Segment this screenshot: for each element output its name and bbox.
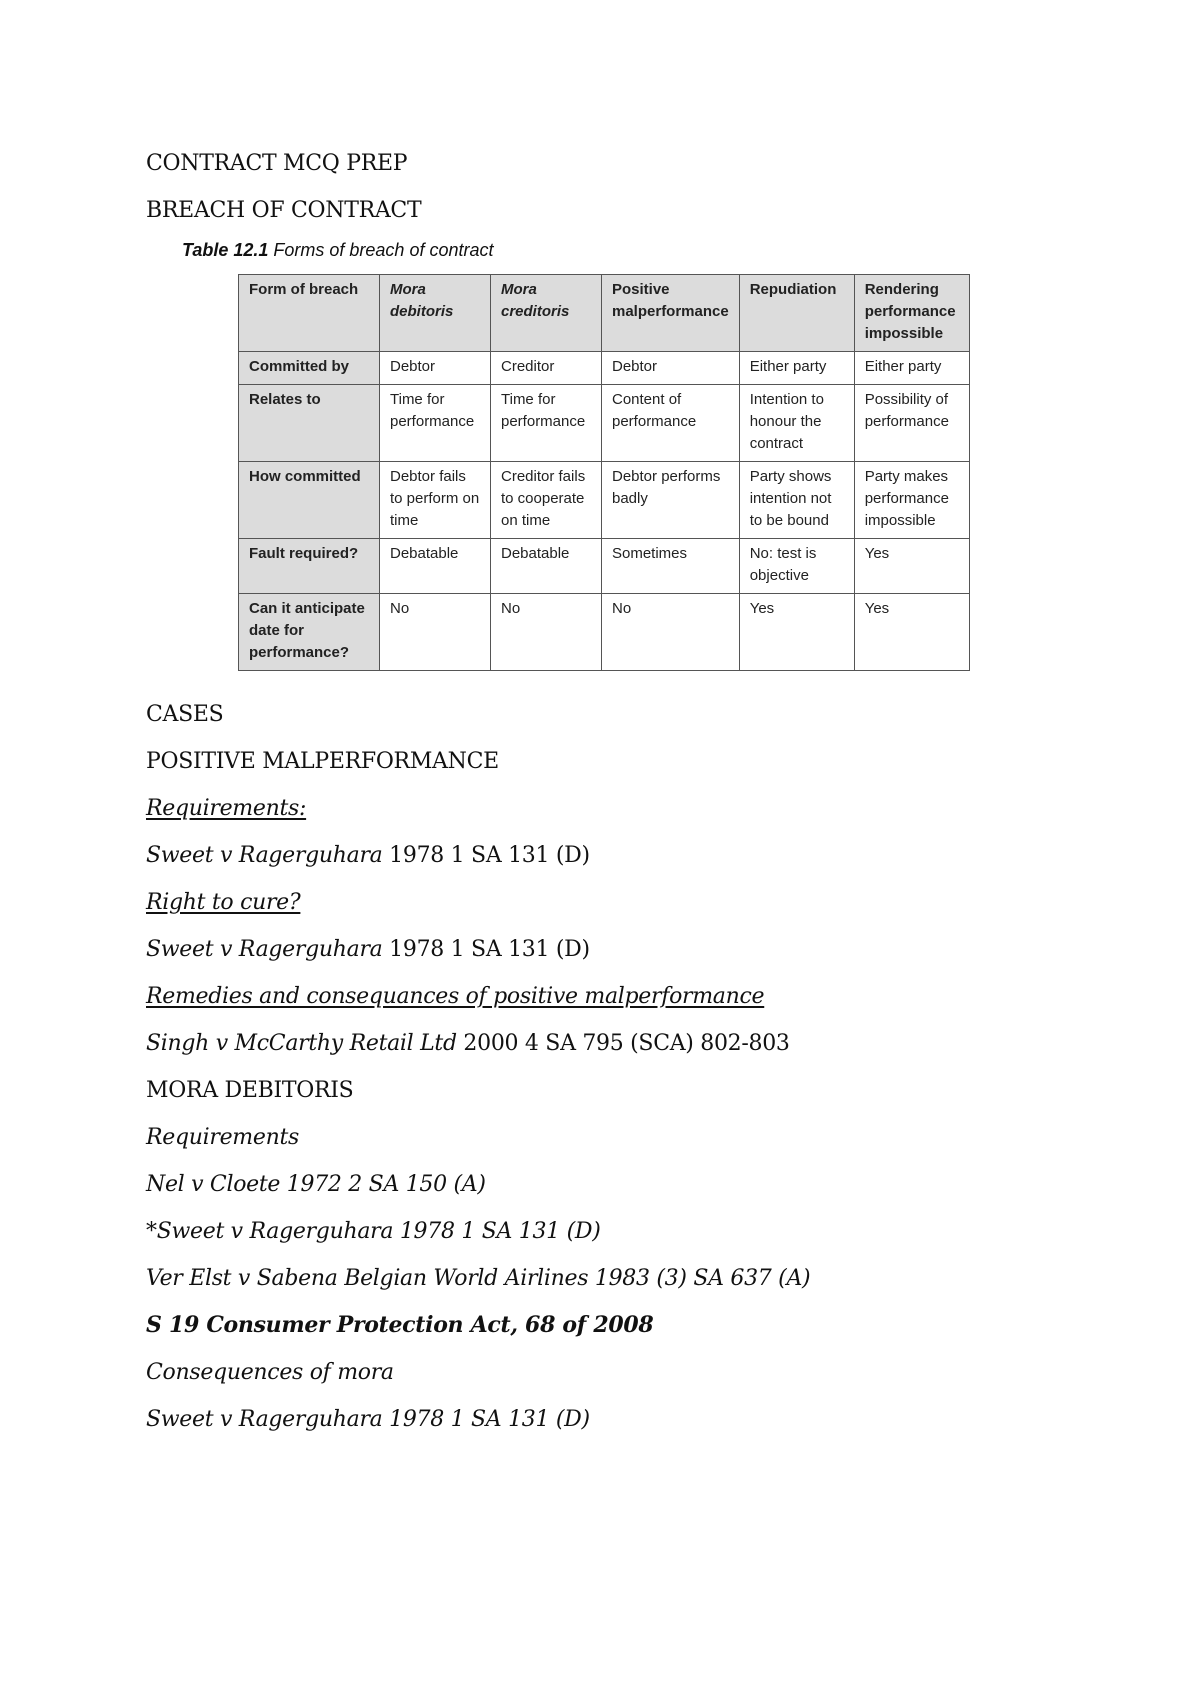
case-citation [146, 832, 1066, 879]
table-cell: Either party [854, 352, 969, 385]
case-name: Singh v McCarthy Retail Ltd [146, 1031, 457, 1056]
table-row [239, 462, 970, 539]
header-rendering-impossible: Rendering performance impossible [854, 275, 969, 352]
table-cell: Creditor [491, 352, 602, 385]
table-cell: No: test is objective [739, 539, 854, 594]
table-cell: Debatable [491, 539, 602, 594]
header-positive-malperformance: Positive malperformance [602, 275, 740, 352]
table-cell: Yes [854, 594, 969, 671]
case-citation: Ver Elst v Sabena Belgian World Airlines 1983 (3) SA 637 (A) [146, 1266, 811, 1291]
row-label: Committed by [239, 352, 380, 385]
table-row [239, 352, 970, 385]
remedies-label: Remedies and consequances of positive malperformance [146, 984, 765, 1009]
case-citation [146, 1020, 1066, 1067]
table-cell: Party makes performance impossible [854, 462, 969, 539]
case-reference: 2000 4 SA 795 (SCA) 802-803 [456, 1031, 790, 1056]
table-cell: Content of performance [602, 385, 740, 462]
row-label: Relates to [239, 385, 380, 462]
table-caption-text: Forms of breach of contract [268, 240, 494, 260]
case-reference: 1978 1 SA 131 (D) [382, 843, 590, 868]
cases-heading: CASES [146, 702, 224, 727]
header-repudiation: Repudiation [739, 275, 854, 352]
table-cell: Debtor [602, 352, 740, 385]
case-citation [146, 926, 1066, 973]
mora-debitoris-heading: MORA DEBITORIS [146, 1078, 354, 1103]
document-page [146, 140, 1066, 1443]
requirements-label: Requirements: [146, 796, 307, 821]
consequences-label: Consequences of mora [146, 1360, 394, 1385]
statute-reference: S 19 Consumer Protection Act, 68 of 2008 [146, 1312, 654, 1338]
table-cell: No [380, 594, 491, 671]
spacer [146, 671, 1066, 691]
case-citation: Nel v Cloete 1972 2 SA 150 (A) [146, 1172, 486, 1197]
case-reference: 1978 1 SA 131 (D) [382, 937, 590, 962]
table-caption [182, 236, 1066, 274]
table-cell: Creditor fails to cooperate on time [491, 462, 602, 539]
row-label: Can it anticipate date for performance? [239, 594, 380, 671]
row-label: Fault required? [239, 539, 380, 594]
table-cell: Either party [739, 352, 854, 385]
table-cell: Debtor performs badly [602, 462, 740, 539]
table-cell: Sometimes [602, 539, 740, 594]
mora-requirements-label: Requirements [146, 1125, 299, 1150]
table-header-row [239, 275, 970, 352]
breach-forms-table [238, 274, 970, 671]
doc-title: CONTRACT MCQ PREP [146, 151, 408, 176]
table-cell: Debtor [380, 352, 491, 385]
table-cell: Time for performance [491, 385, 602, 462]
table-row [239, 385, 970, 462]
table-cell: Yes [739, 594, 854, 671]
table-row [239, 539, 970, 594]
case-citation: Sweet v Ragerguhara 1978 1 SA 131 (D) [146, 1407, 590, 1432]
table-cell: No [491, 594, 602, 671]
right-to-cure-label: Right to cure? [146, 890, 301, 915]
section-heading-breach: BREACH OF CONTRACT [146, 198, 422, 223]
header-form-of-breach: Form of breach [239, 275, 380, 352]
table-cell: Party shows intention not to be bound [739, 462, 854, 539]
table-cell: Debtor fails to perform on time [380, 462, 491, 539]
table-caption-number: Table 12.1 [182, 240, 269, 260]
positive-malperformance-heading: POSITIVE MALPERFORMANCE [146, 749, 499, 774]
case-name: Sweet v Ragerguhara [146, 937, 383, 962]
table-cell: Debatable [380, 539, 491, 594]
case-citation: *Sweet v Ragerguhara 1978 1 SA 131 (D) [146, 1219, 601, 1244]
header-mora-creditoris: Mora creditoris [491, 275, 602, 352]
table-cell: Time for performance [380, 385, 491, 462]
table-row [239, 594, 970, 671]
table-cell: Intention to honour the contract [739, 385, 854, 462]
header-mora-debitoris: Mora debitoris [380, 275, 491, 352]
case-name: Sweet v Ragerguhara [146, 843, 383, 868]
table-cell: Possibility of performance [854, 385, 969, 462]
table-cell: Yes [854, 539, 969, 594]
table-cell: No [602, 594, 740, 671]
row-label: How committed [239, 462, 380, 539]
